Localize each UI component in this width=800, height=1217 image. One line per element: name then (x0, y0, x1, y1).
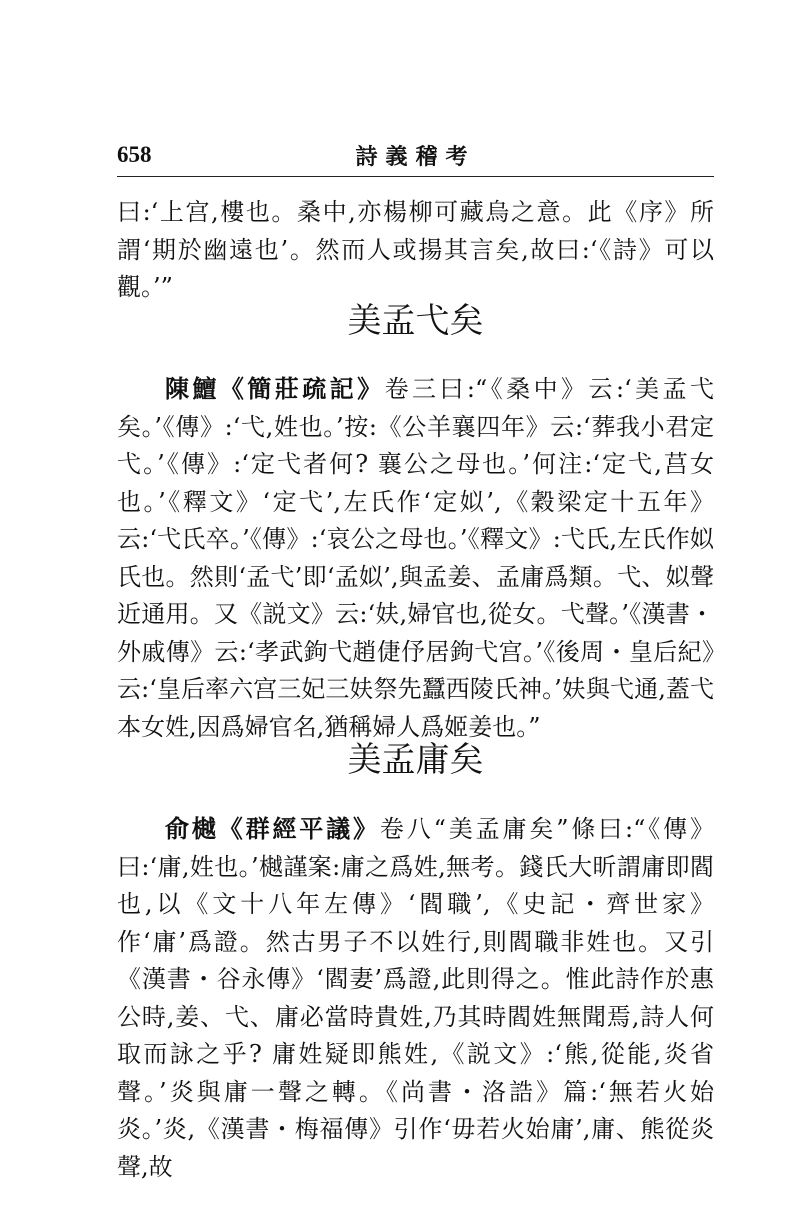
section-text: 卷八“美孟庸矣”條曰:“《傳》曰:‘庸,姓也。’樾謹案:庸之爲姓,無考。錢氏大昕謂庸即閻也,以《文十八年左傳》‘閻職’,《史記・齊世家》作‘庸’爲證。然古男子不以姓行,則閻職非姓也。又引《漢書・谷永傳》‘閻妻’爲證,此則得之。惟此詩作於惠公時,姜、弋、庸必當時貴姓,乃其時閻姓無聞焉,詩人何取而詠之乎? 庸姓疑即熊姓,《説文》:‘熊,從能,炎省聲。’炎與庸一聲之轉。《尚書・洛誥》篇:‘無若火始炎。’炎,《漢書・梅福傳》引作‘毋若火始庸’,庸、熊從炎聲,故 (117, 815, 715, 1181)
section-text: 卷三曰:“《桑中》云:‘美孟弋矣。’《傳》:‘弋,姓也。’按:《公羊襄四年》云:‘葬我小君定弋。’《傳》:‘定弋者何? 襄公之母也。’何注:‘定弋,莒女也。’《釋文》‘定弋’,左氏作‘定姒’,《穀梁定十五年》云:‘弋氏卒。’《傳》:‘哀公之母也。’《釋文》:弋氏,左氏作姒氏也。然則‘孟弋’即‘孟姒’,與孟姜、孟庸爲類。弋、姒聲近通用。又《説文》云:‘妋,婦官也,從女。弋聲。’《漢書・外戚傳》云:‘孝武鉤弋趙倢伃居鉤弋宫。’《後周・皇后紀》云:‘皇后率六宫三妃三妋祭先蠶西陵氏神。’妋與弋通,蓋弋本女姓,因爲婦官名,猶稱婦人爲姬姜也。” (117, 375, 715, 741)
page-number: 658 (117, 142, 152, 167)
section-body (117, 810, 714, 1186)
page-header (117, 140, 714, 176)
section-heading: 美孟弋矣 (347, 301, 484, 341)
citation-lead: 陳鱣《簡莊疏記》 (165, 374, 385, 403)
section-heading: 美孟庸矣 (347, 740, 484, 780)
section-body (117, 370, 714, 746)
running-title: 詩義稽考 (355, 144, 476, 170)
header-rule (117, 176, 714, 177)
citation-lead: 俞樾《群經平議》 (165, 814, 380, 843)
opening-paragraph: 曰:‘上宫,樓也。桑中,亦楊柳可藏烏之意。此《序》所謂‘期於幽遠也’。然而人或揚其言矣,故曰:‘《詩》可以觀。’” (117, 198, 714, 301)
